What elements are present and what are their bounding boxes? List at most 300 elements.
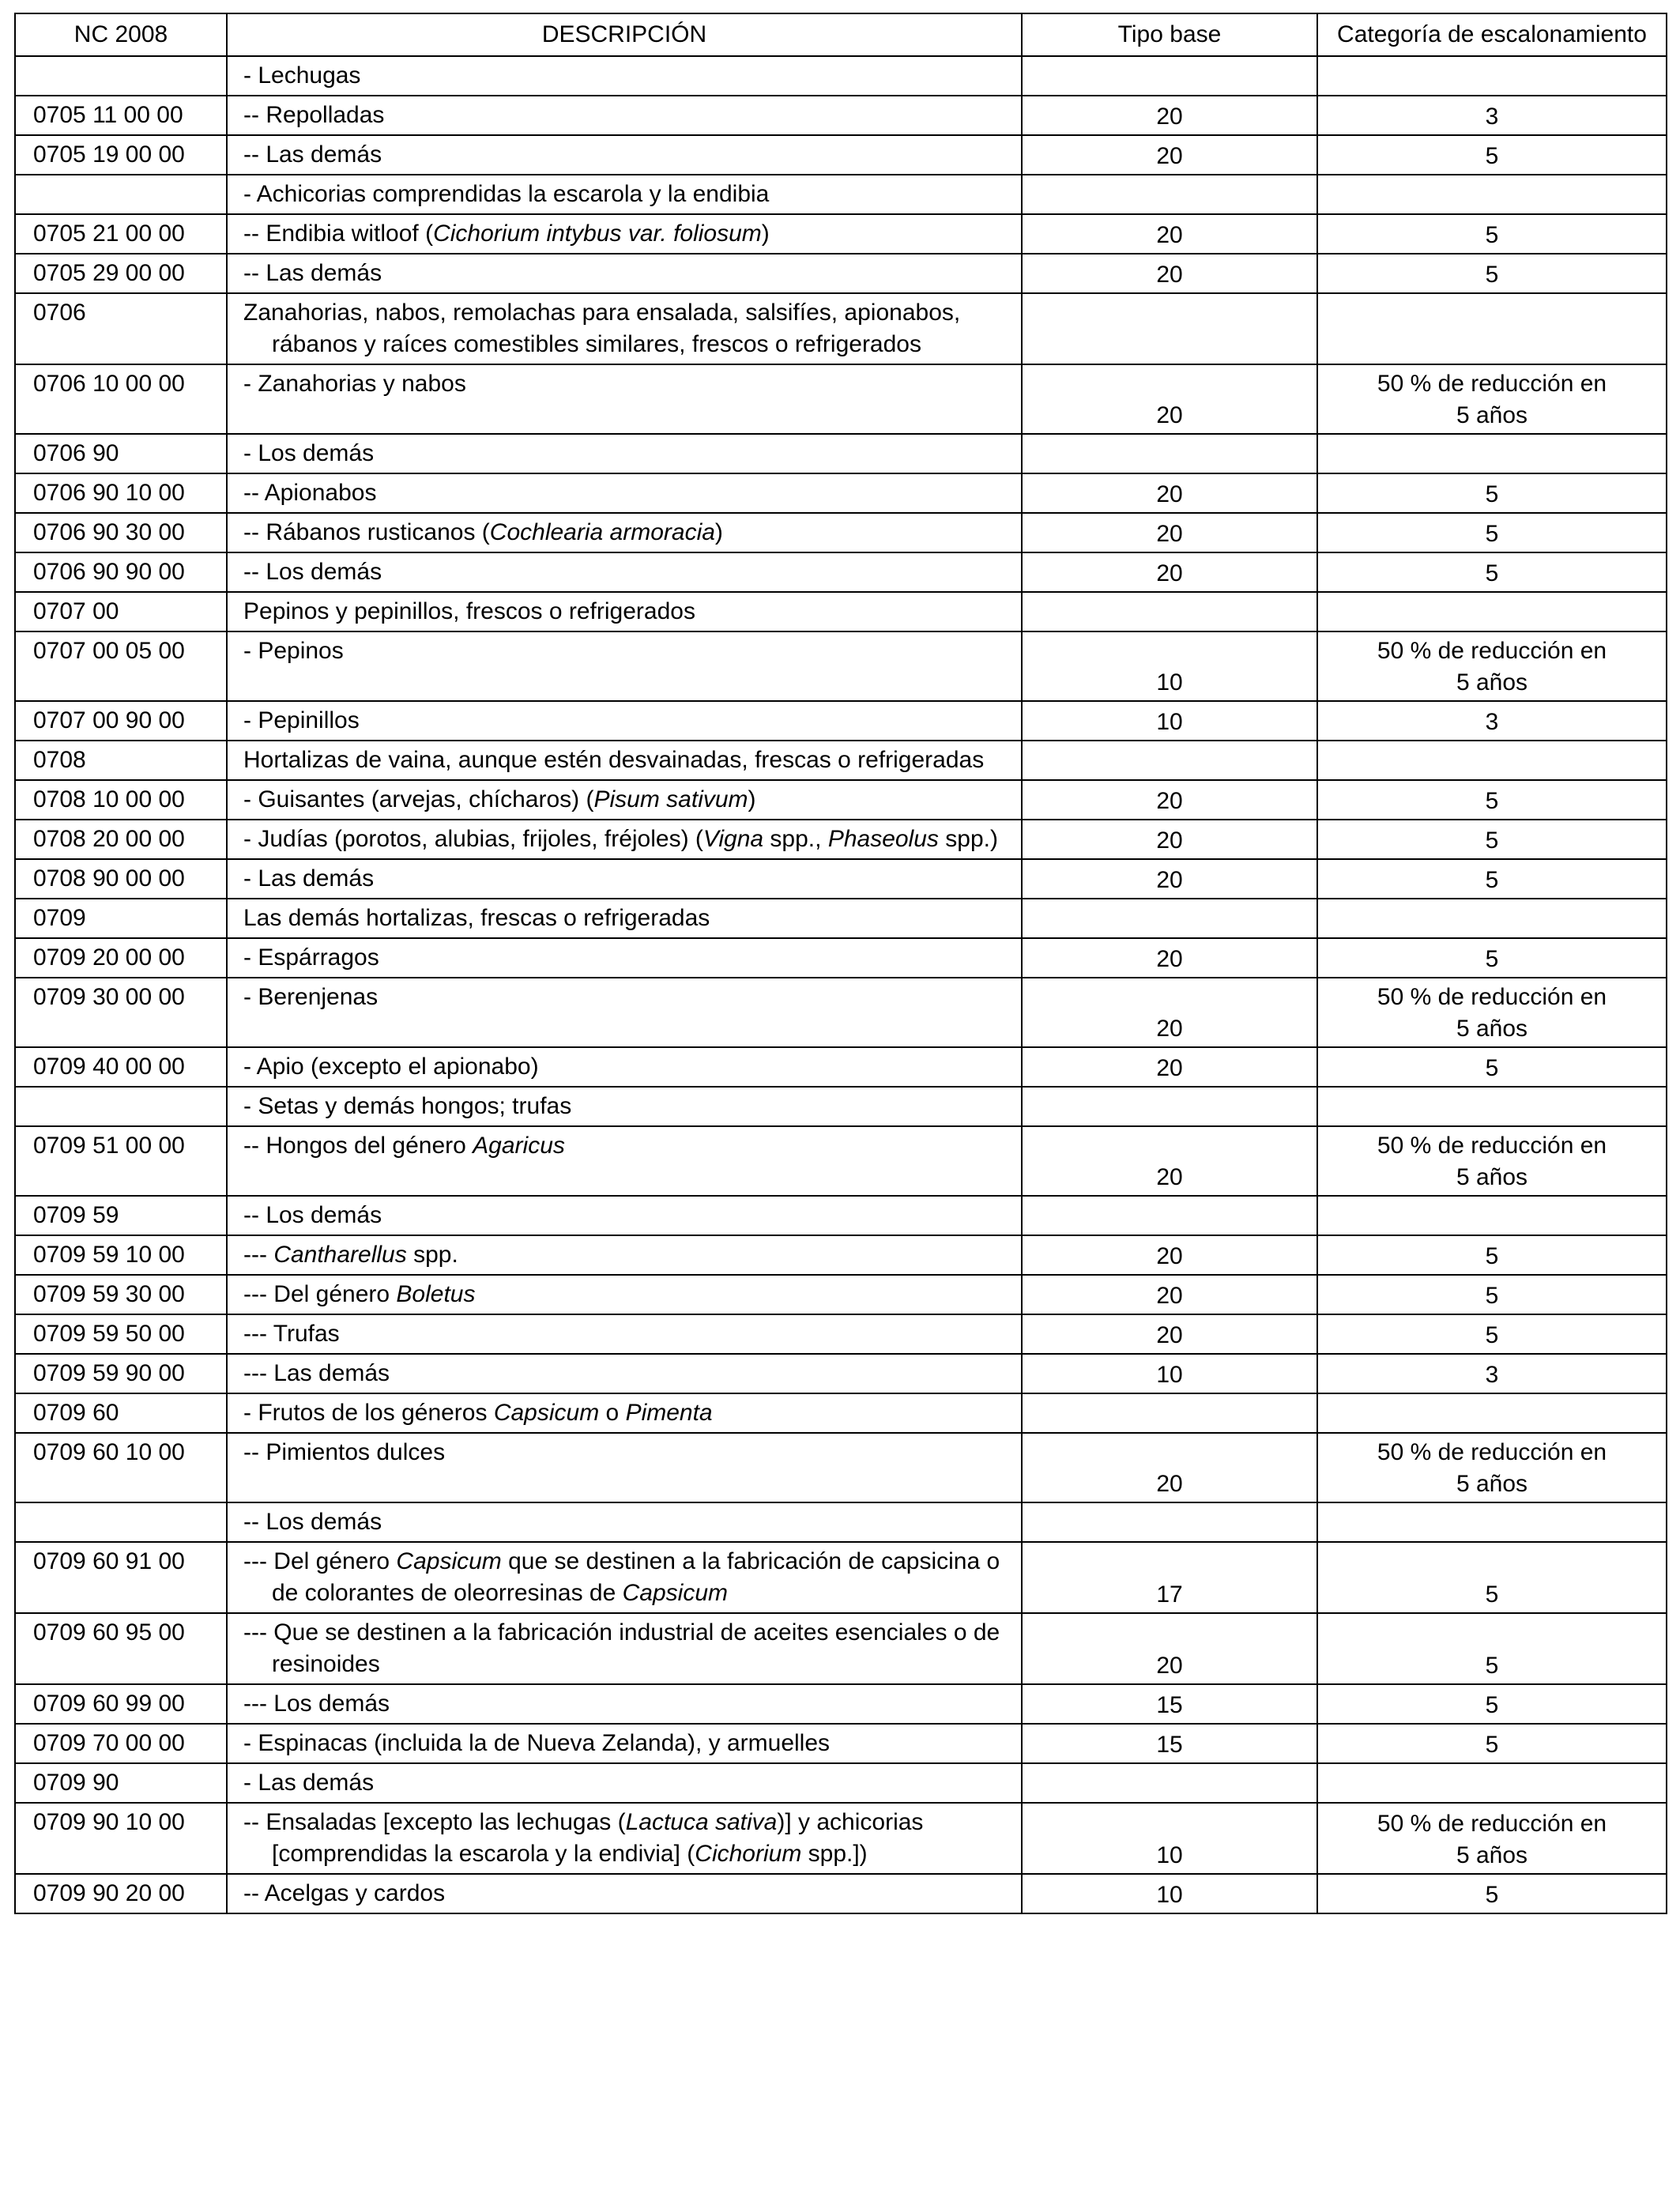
table-row <box>15 434 1667 473</box>
description-cell <box>227 473 1022 513</box>
table-row <box>15 96 1667 135</box>
description-cell <box>227 1087 1022 1126</box>
description-text <box>243 1617 1010 1680</box>
staging-category-line: 5 <box>1485 1283 1499 1309</box>
nc-code-cell <box>15 56 227 96</box>
description-text <box>243 863 1010 895</box>
description-segment: - Frutos de los géneros <box>243 1400 494 1426</box>
description-cell <box>227 214 1022 254</box>
base-rate-cell: 20 <box>1022 978 1317 1047</box>
staging-category-line: 5 <box>1485 143 1499 169</box>
table-row <box>15 938 1667 978</box>
description-segment: --- Las demás <box>243 1360 390 1386</box>
description-cell <box>227 899 1022 938</box>
description-segment: -- Hongos del género <box>243 1133 473 1159</box>
description-cell <box>227 1393 1022 1433</box>
description-segment: ) <box>714 519 723 545</box>
description-cell <box>227 434 1022 473</box>
staging-category-cell <box>1317 214 1667 254</box>
table-row <box>15 552 1667 592</box>
description-segment: - Las demás <box>243 865 375 892</box>
base-rate-cell: 20 <box>1022 473 1317 513</box>
staging-category-cell <box>1317 1087 1667 1126</box>
description-cell <box>227 1126 1022 1196</box>
table-row <box>15 1502 1667 1542</box>
description-text <box>243 368 1010 400</box>
staging-category-cell <box>1317 254 1667 293</box>
description-segment: ) <box>761 221 770 247</box>
table-row <box>15 56 1667 96</box>
description-segment: --- Los demás <box>243 1691 390 1717</box>
nc-code-cell: 0707 00 90 00 <box>15 701 227 741</box>
description-segment: - Pepinos <box>243 638 344 664</box>
description-text <box>243 1688 1010 1720</box>
description-text <box>243 784 1010 816</box>
table-row <box>15 1393 1667 1433</box>
staging-category-cell <box>1317 1763 1667 1803</box>
nc-code-cell: 0708 <box>15 741 227 780</box>
nc-code-cell: 0708 20 00 00 <box>15 820 227 859</box>
staging-category-cell <box>1317 701 1667 741</box>
staging-category-cell <box>1317 1393 1667 1433</box>
nc-code-cell: 0709 20 00 00 <box>15 938 227 978</box>
description-italic-segment: Cichorium intybus var. foliosum <box>433 221 762 247</box>
nc-code-cell: 0709 <box>15 899 227 938</box>
staging-category-cell <box>1317 1196 1667 1235</box>
nc-code-cell: 0708 90 00 00 <box>15 859 227 899</box>
nc-code-cell: 0709 59 50 00 <box>15 1314 227 1354</box>
description-text <box>243 1878 1010 1909</box>
nc-code-cell: 0709 60 <box>15 1393 227 1433</box>
table-body <box>15 56 1667 1913</box>
table-row <box>15 1874 1667 1913</box>
description-cell <box>227 1502 1022 1542</box>
staging-category-line: 5 <box>1485 946 1499 972</box>
description-italic-segment: Agaricus <box>473 1133 565 1159</box>
description-segment: Pepinos y pepinillos, frescos o refrigerados <box>243 598 695 624</box>
base-rate-cell: 20 <box>1022 1433 1317 1502</box>
nc-code-cell: 0706 <box>15 293 227 364</box>
description-text <box>243 1728 1010 1759</box>
base-rate-cell: 20 <box>1022 1235 1317 1275</box>
description-text <box>243 1767 1010 1799</box>
staging-category-line: 5 <box>1485 1692 1499 1718</box>
base-rate-cell: 10 <box>1022 1803 1317 1874</box>
description-segment: --- Trufas <box>243 1321 340 1347</box>
table-row <box>15 631 1667 701</box>
staging-category-cell <box>1317 175 1667 214</box>
staging-category-line: 5 <box>1485 827 1499 854</box>
base-rate-cell <box>1022 1196 1317 1235</box>
base-rate-cell <box>1022 293 1317 364</box>
staging-category-line: 50 % de reducción en <box>1377 1439 1607 1465</box>
description-italic-segment: Capsicum <box>396 1548 502 1574</box>
base-rate-cell: 20 <box>1022 1047 1317 1087</box>
description-segment: --- <box>243 1242 274 1268</box>
description-italic-segment: Capsicum <box>493 1400 600 1426</box>
nc-code-cell: 0709 60 91 00 <box>15 1542 227 1613</box>
nc-code-cell: 0709 60 10 00 <box>15 1433 227 1502</box>
base-rate-cell: 15 <box>1022 1684 1317 1724</box>
table-row <box>15 1684 1667 1724</box>
description-cell <box>227 1235 1022 1275</box>
nc-code-cell: 0709 90 20 00 <box>15 1874 227 1913</box>
base-rate-cell <box>1022 1763 1317 1803</box>
staging-category-cell <box>1317 1613 1667 1684</box>
staging-category-cell <box>1317 1275 1667 1314</box>
description-segment: spp.]) <box>801 1841 868 1867</box>
nc-code-cell: 0709 90 <box>15 1763 227 1803</box>
staging-category-cell <box>1317 978 1667 1047</box>
description-segment: -- Repolladas <box>243 102 385 128</box>
description-segment: - Setas y demás hongos; trufas <box>243 1093 572 1119</box>
description-text <box>243 1437 1010 1468</box>
description-text <box>243 1091 1010 1122</box>
nc-code-cell: 0708 10 00 00 <box>15 780 227 820</box>
base-rate-cell: 15 <box>1022 1724 1317 1763</box>
description-cell <box>227 1354 1022 1393</box>
description-cell <box>227 938 1022 978</box>
base-rate-cell <box>1022 1502 1317 1542</box>
nc-code-cell: 0709 51 00 00 <box>15 1126 227 1196</box>
staging-category-line: 5 años <box>1456 669 1528 696</box>
table-row <box>15 1433 1667 1502</box>
table-row <box>15 175 1667 214</box>
description-cell <box>227 780 1022 820</box>
staging-category-cell <box>1317 293 1667 364</box>
description-text <box>243 139 1010 171</box>
description-segment: - Pepinillos <box>243 707 360 733</box>
description-text <box>243 556 1010 588</box>
table-row <box>15 513 1667 552</box>
staging-category-cell <box>1317 552 1667 592</box>
nc-code-cell: 0706 90 30 00 <box>15 513 227 552</box>
table-row <box>15 1196 1667 1235</box>
description-segment: - Zanahorias y nabos <box>243 371 466 397</box>
description-segment: - Apio (excepto el apionabo) <box>243 1054 539 1080</box>
nc-code-cell: 0709 59 30 00 <box>15 1275 227 1314</box>
table-row <box>15 592 1667 631</box>
description-segment: - Las demás <box>243 1770 375 1796</box>
nc-code-cell: 0707 00 <box>15 592 227 631</box>
base-rate-cell <box>1022 434 1317 473</box>
staging-category-line: 50 % de reducción en <box>1377 638 1607 664</box>
description-text <box>243 1200 1010 1231</box>
description-text <box>243 218 1010 250</box>
base-rate-cell: 10 <box>1022 701 1317 741</box>
description-cell <box>227 1542 1022 1613</box>
staging-category-line: 50 % de reducción en <box>1377 371 1607 397</box>
table-row <box>15 899 1667 938</box>
description-cell <box>227 1314 1022 1354</box>
nc-code-cell: 0705 19 00 00 <box>15 135 227 175</box>
description-italic-segment: Cantharellus <box>273 1242 407 1268</box>
base-rate-cell: 20 <box>1022 96 1317 135</box>
description-segment: spp., <box>763 826 828 852</box>
description-segment: -- Ensaladas [excepto las lechugas ( <box>243 1809 626 1835</box>
base-rate-cell: 20 <box>1022 214 1317 254</box>
staging-category-line: 5 <box>1485 867 1499 893</box>
staging-category-line: 5 <box>1485 1882 1499 1908</box>
staging-category-line: 3 <box>1485 709 1499 735</box>
description-text <box>243 745 1010 776</box>
staging-category-cell <box>1317 1684 1667 1724</box>
header-description: DESCRIPCIÓN <box>227 13 1022 56</box>
base-rate-cell: 20 <box>1022 1314 1317 1354</box>
description-cell <box>227 741 1022 780</box>
description-text <box>243 179 1010 210</box>
table-row <box>15 1235 1667 1275</box>
nc-code-cell: 0705 29 00 00 <box>15 254 227 293</box>
table-row <box>15 1724 1667 1763</box>
base-rate-cell: 20 <box>1022 364 1317 434</box>
nc-code-cell: 0709 60 95 00 <box>15 1613 227 1684</box>
description-segment: -- Pimientos dulces <box>243 1439 446 1465</box>
description-segment: o <box>599 1400 626 1426</box>
description-italic-segment: Lactuca sativa <box>625 1809 778 1835</box>
staging-category-cell <box>1317 513 1667 552</box>
description-text <box>243 1807 1010 1870</box>
staging-category-line: 5 <box>1485 1653 1499 1679</box>
table-row <box>15 1314 1667 1354</box>
description-cell <box>227 1724 1022 1763</box>
description-segment: --- Del género <box>243 1548 397 1574</box>
description-text <box>243 1358 1010 1389</box>
staging-category-line: 5 <box>1485 1732 1499 1758</box>
description-italic-segment: Capsicum <box>622 1580 728 1606</box>
table-row <box>15 1354 1667 1393</box>
description-segment: - Judías (porotos, alubias, frijoles, fréjoles) ( <box>243 826 703 852</box>
staging-category-cell <box>1317 1235 1667 1275</box>
staging-category-line: 5 <box>1485 1322 1499 1348</box>
description-cell <box>227 631 1022 701</box>
description-text <box>243 100 1010 131</box>
description-text <box>243 596 1010 628</box>
description-italic-segment: Vigna <box>703 826 764 852</box>
base-rate-cell <box>1022 592 1317 631</box>
table-row <box>15 1803 1667 1874</box>
base-rate-cell <box>1022 56 1317 96</box>
description-cell <box>227 56 1022 96</box>
description-cell <box>227 135 1022 175</box>
description-segment: - Espárragos <box>243 944 379 971</box>
base-rate-cell: 20 <box>1022 1126 1317 1196</box>
description-italic-segment: Cichorium <box>695 1841 802 1867</box>
description-text <box>243 1506 1010 1538</box>
base-rate-cell: 10 <box>1022 631 1317 701</box>
description-cell <box>227 978 1022 1047</box>
table-row <box>15 1275 1667 1314</box>
description-segment: )] y achicorias [comprendidas la escarola y la endivia] ( <box>272 1809 924 1867</box>
table-row <box>15 214 1667 254</box>
description-segment: - Achicorias comprendidas la escarola y la endibia <box>243 181 770 207</box>
staging-category-line: 5 años <box>1456 1016 1528 1042</box>
description-segment: que se destinen a la fabricación de capsicina o de colorantes de oleorresinas de <box>272 1548 1000 1606</box>
staging-category-cell <box>1317 1724 1667 1763</box>
staging-category-cell <box>1317 1803 1667 1874</box>
staging-category-line: 5 <box>1485 1055 1499 1081</box>
base-rate-cell: 20 <box>1022 513 1317 552</box>
description-cell <box>227 175 1022 214</box>
base-rate-cell: 20 <box>1022 1275 1317 1314</box>
staging-category-cell <box>1317 56 1667 96</box>
staging-category-cell <box>1317 780 1667 820</box>
description-italic-segment: Pisum sativum <box>593 786 748 812</box>
base-rate-cell <box>1022 175 1317 214</box>
description-segment: -- Acelgas y cardos <box>243 1880 446 1906</box>
description-segment: Hortalizas de vaina, aunque estén desvainadas, frescas o refrigeradas <box>243 747 985 773</box>
description-text <box>243 297 1010 360</box>
description-cell <box>227 1684 1022 1724</box>
staging-category-cell <box>1317 1047 1667 1087</box>
base-rate-cell: 20 <box>1022 135 1317 175</box>
description-segment: - Berenjenas <box>243 984 379 1010</box>
nc-code-cell <box>15 175 227 214</box>
staging-category-cell <box>1317 473 1667 513</box>
table-row <box>15 701 1667 741</box>
staging-category-cell <box>1317 364 1667 434</box>
nc-code-cell: 0705 21 00 00 <box>15 214 227 254</box>
base-rate-cell <box>1022 899 1317 938</box>
header-row <box>15 13 1667 56</box>
staging-category-line: 5 años <box>1456 1842 1528 1868</box>
staging-category-line: 3 <box>1485 104 1499 130</box>
staging-category-cell <box>1317 631 1667 701</box>
description-cell <box>227 1763 1022 1803</box>
nc-code-cell: 0706 90 <box>15 434 227 473</box>
description-segment: spp.) <box>938 826 998 852</box>
description-text <box>243 942 1010 974</box>
table-row <box>15 1613 1667 1684</box>
staging-category-line: 50 % de reducción en <box>1377 984 1607 1010</box>
table-row <box>15 473 1667 513</box>
table-row <box>15 1542 1667 1613</box>
staging-category-cell <box>1317 859 1667 899</box>
base-rate-cell: 20 <box>1022 859 1317 899</box>
nc-code-cell: 0709 59 90 00 <box>15 1354 227 1393</box>
nc-code-cell: 0706 10 00 00 <box>15 364 227 434</box>
description-cell <box>227 859 1022 899</box>
nc-code-cell: 0709 59 <box>15 1196 227 1235</box>
nc-code-cell <box>15 1087 227 1126</box>
staging-category-cell <box>1317 592 1667 631</box>
description-cell <box>227 293 1022 364</box>
description-text <box>243 982 1010 1013</box>
base-rate-cell: 20 <box>1022 820 1317 859</box>
staging-category-cell <box>1317 96 1667 135</box>
staging-category-line: 5 <box>1485 1243 1499 1269</box>
table-row <box>15 741 1667 780</box>
description-cell <box>227 820 1022 859</box>
description-cell <box>227 513 1022 552</box>
base-rate-cell: 10 <box>1022 1354 1317 1393</box>
staging-category-line: 5 años <box>1456 1471 1528 1497</box>
description-text <box>243 438 1010 469</box>
description-segment: --- Que se destinen a la fabricación industrial de aceites esenciales o de resinoides <box>243 1619 1000 1677</box>
description-text <box>243 1239 1010 1271</box>
description-text <box>243 903 1010 934</box>
description-cell <box>227 1613 1022 1684</box>
description-italic-segment: Boletus <box>396 1281 476 1307</box>
base-rate-cell: 20 <box>1022 780 1317 820</box>
table-row <box>15 978 1667 1047</box>
table-row <box>15 820 1667 859</box>
description-cell <box>227 1275 1022 1314</box>
nc-code-cell: 0706 90 10 00 <box>15 473 227 513</box>
base-rate-cell: 20 <box>1022 1613 1317 1684</box>
staging-category-line: 5 <box>1485 262 1499 288</box>
description-text <box>243 1130 1010 1162</box>
tariff-table <box>14 13 1667 1914</box>
description-cell <box>227 592 1022 631</box>
description-cell <box>227 1047 1022 1087</box>
staging-category-cell <box>1317 899 1667 938</box>
staging-category-line: 5 años <box>1456 1164 1528 1190</box>
description-italic-segment: Cochlearia armoracia <box>489 519 715 545</box>
staging-category-cell <box>1317 1433 1667 1502</box>
description-text <box>243 1546 1010 1609</box>
description-cell <box>227 1433 1022 1502</box>
staging-category-cell <box>1317 1314 1667 1354</box>
nc-code-cell: 0705 11 00 00 <box>15 96 227 135</box>
staging-category-cell <box>1317 1502 1667 1542</box>
nc-code-cell: 0709 59 10 00 <box>15 1235 227 1275</box>
description-cell <box>227 1803 1022 1874</box>
staging-category-cell <box>1317 135 1667 175</box>
table-row <box>15 859 1667 899</box>
description-text <box>243 1318 1010 1350</box>
description-segment: --- Del género <box>243 1281 397 1307</box>
description-segment: -- Los demás <box>243 1509 382 1535</box>
table-row <box>15 1763 1667 1803</box>
table-row <box>15 1087 1667 1126</box>
nc-code-cell <box>15 1502 227 1542</box>
description-segment: - Espinacas (incluida la de Nueva Zelanda), y armuelles <box>243 1730 831 1756</box>
description-segment: -- Los demás <box>243 1202 382 1228</box>
table-row <box>15 254 1667 293</box>
base-rate-cell: 20 <box>1022 938 1317 978</box>
nc-code-cell: 0709 60 99 00 <box>15 1684 227 1724</box>
description-italic-segment: Phaseolus <box>827 826 939 852</box>
table-row <box>15 293 1667 364</box>
base-rate-cell: 10 <box>1022 1874 1317 1913</box>
description-text <box>243 517 1010 548</box>
staging-category-cell <box>1317 1542 1667 1613</box>
header-base-rate: Tipo base <box>1022 13 1317 56</box>
staging-category-cell <box>1317 938 1667 978</box>
description-text <box>243 60 1010 92</box>
description-segment: -- Los demás <box>243 559 382 585</box>
nc-code-cell: 0709 70 00 00 <box>15 1724 227 1763</box>
description-segment: Zanahorias, nabos, remolachas para ensalada, salsifíes, apionabos, rábanos y raíces comestibles similares, frescos o refrigerados <box>243 300 961 357</box>
description-text <box>243 1397 1010 1429</box>
staging-category-line: 5 <box>1485 481 1499 507</box>
nc-code-cell: 0709 30 00 00 <box>15 978 227 1047</box>
base-rate-cell: 20 <box>1022 552 1317 592</box>
description-text <box>243 477 1010 509</box>
description-cell <box>227 701 1022 741</box>
staging-category-line: 5 <box>1485 560 1499 586</box>
staging-category-cell <box>1317 434 1667 473</box>
description-segment: - Guisantes (arvejas, chícharos) ( <box>243 786 594 812</box>
staging-category-line: 50 % de reducción en <box>1377 1811 1607 1837</box>
table-row <box>15 135 1667 175</box>
staging-category-line: 5 <box>1485 521 1499 547</box>
description-cell <box>227 254 1022 293</box>
description-segment: -- Las demás <box>243 260 382 286</box>
description-italic-segment: Pimenta <box>625 1400 713 1426</box>
description-segment: -- Rábanos rusticanos ( <box>243 519 490 545</box>
